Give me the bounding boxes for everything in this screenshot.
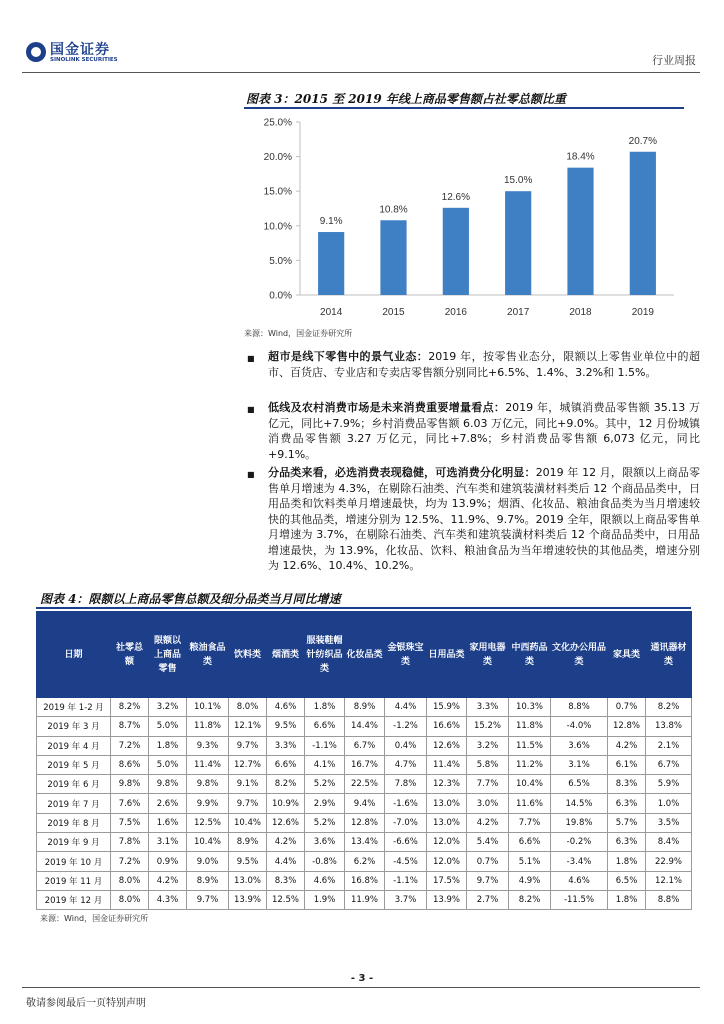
table-cell-date: 2019 年 3 月 <box>37 717 111 736</box>
table-cell-value: 12.0% <box>427 833 467 852</box>
table-cell-value: 5.2% <box>305 813 345 832</box>
table-cell-value: 4.7% <box>385 755 427 774</box>
data-label: 10.8% <box>379 204 408 216</box>
table-cell-value: 11.9% <box>345 890 385 909</box>
table-cell-date: 2019 年 1-2 月 <box>37 698 111 717</box>
table-header-cell: 烟酒类 <box>267 612 305 698</box>
table-cell-value: 6.6% <box>267 755 305 774</box>
table-cell-value: 12.7% <box>229 755 267 774</box>
table-cell-value: 13.0% <box>427 813 467 832</box>
table-row <box>37 833 692 852</box>
table-header-cell: 中西药品类 <box>509 612 551 698</box>
table-row <box>37 755 692 774</box>
table-cell-value: 7.8% <box>385 775 427 794</box>
figure4-underline <box>36 607 691 609</box>
data-label: 20.7% <box>628 135 658 147</box>
table-cell-value: 6.2% <box>345 852 385 871</box>
table-cell-value: 12.6% <box>267 813 305 832</box>
table-cell-value: 10.4% <box>229 813 267 832</box>
table-cell-value: 13.0% <box>427 794 467 813</box>
table-cell-value: 6.6% <box>305 717 345 736</box>
table-row <box>37 775 692 794</box>
table-cell-value: 10.9% <box>267 794 305 813</box>
table-cell-value: 4.2% <box>149 871 187 890</box>
table-cell-value: 12.1% <box>229 717 267 736</box>
table-cell-value: 7.8% <box>111 833 149 852</box>
bullet-1-text: 2019 年，按零售业态分，限额以上零售业单位中的超市、百货店、专业店和专卖店零售额分别同比+6.5%、1.4%、3.2%和 1.5%。 <box>268 350 700 379</box>
table-cell-value: 1.6% <box>149 813 187 832</box>
y-tick-label: 0.0% <box>269 290 292 302</box>
table-cell-value: 3.2% <box>467 736 509 755</box>
table-row <box>37 736 692 755</box>
table-cell-value: 8.6% <box>111 755 149 774</box>
table-cell-value: 9.1% <box>229 775 267 794</box>
report-type: 行业周报 <box>652 54 696 67</box>
table-header-cell: 金银珠宝类 <box>385 612 427 698</box>
bullet-paragraph-1 <box>268 349 700 380</box>
logo-cn-text: 国金证券 <box>50 42 110 58</box>
table-cell-value: 9.9% <box>187 794 229 813</box>
logo-en-text: SINOLINK SECURITIES <box>50 57 118 63</box>
table-cell-value: 8.2% <box>646 698 692 717</box>
table-cell-date: 2019 年 5 月 <box>37 755 111 774</box>
table-header-cell: 文化办公用品类 <box>551 612 608 698</box>
y-tick-label: 15.0% <box>263 186 292 198</box>
table-cell-value: 16.8% <box>345 871 385 890</box>
y-tick-label: 25.0% <box>263 117 292 129</box>
table-cell-value: 7.5% <box>111 813 149 832</box>
table-cell-value: 8.2% <box>111 698 149 717</box>
table-cell-value: 11.5% <box>509 736 551 755</box>
table-cell-value: 19.8% <box>551 813 608 832</box>
x-tick-label: 2015 <box>382 307 405 318</box>
table-cell-value: 22.9% <box>646 852 692 871</box>
page-number: - 3 - <box>350 973 374 984</box>
bullet-2-lead: 低线及农村消费市场是未来消费重要增量看点： <box>268 401 506 414</box>
company-logo <box>26 40 136 66</box>
table-cell-value: 3.2% <box>149 698 187 717</box>
table-cell-value: 4.2% <box>467 813 509 832</box>
footer-divider <box>22 987 700 988</box>
table-header-cell: 日用品类 <box>427 612 467 698</box>
table-cell-value: 3.6% <box>305 833 345 852</box>
table-cell-value: 3.1% <box>149 833 187 852</box>
table-cell-value: 1.8% <box>305 698 345 717</box>
table-cell-value: 13.9% <box>229 890 267 909</box>
table-cell-value: 9.8% <box>111 775 149 794</box>
table-cell-value: -0.2% <box>551 833 608 852</box>
table-cell-value: 7.2% <box>111 852 149 871</box>
table-row <box>37 871 692 890</box>
table-header-cell: 饮料类 <box>229 612 267 698</box>
table-cell-value: 6.7% <box>646 755 692 774</box>
table-cell-value: 9.7% <box>467 871 509 890</box>
table-cell-value: 4.2% <box>608 736 646 755</box>
table-cell-value: 14.4% <box>345 717 385 736</box>
y-axis-tick-labels <box>264 118 300 302</box>
table-cell-value: -1.1% <box>305 736 345 755</box>
table-cell-value: 9.5% <box>229 852 267 871</box>
table-cell-value: 16.6% <box>427 717 467 736</box>
table-cell-value: -0.8% <box>305 852 345 871</box>
x-tick-label: 2018 <box>569 307 592 318</box>
table-cell-value: 7.2% <box>111 736 149 755</box>
table-cell-date: 2019 年 12 月 <box>37 890 111 909</box>
table-header-cell: 通讯器材类 <box>646 612 692 698</box>
table-cell-value: 12.5% <box>267 890 305 909</box>
table-cell-value: 1.8% <box>149 736 187 755</box>
figure3-source: 来源：Wind，国金证券研究所 <box>244 329 353 338</box>
table-header-cell: 粮油食品类 <box>187 612 229 698</box>
table-cell-value: 10.1% <box>187 698 229 717</box>
table-cell-value: 3.3% <box>467 698 509 717</box>
table-cell-value: 7.7% <box>509 813 551 832</box>
x-tick-label: 2019 <box>631 307 654 318</box>
table-cell-value: 11.8% <box>509 717 551 736</box>
table-cell-value: 1.0% <box>646 794 692 813</box>
table-cell-date: 2019 年 10 月 <box>37 852 111 871</box>
table-cell-value: 6.6% <box>509 833 551 852</box>
bullet-paragraph-2 <box>268 400 700 462</box>
table-cell-value: 7.7% <box>467 775 509 794</box>
table-cell-value: 9.5% <box>267 717 305 736</box>
table-row <box>37 698 692 717</box>
table-cell-value: 11.4% <box>187 755 229 774</box>
bullet-1-lead: 超市是线下零售中的景气业态： <box>268 350 429 363</box>
table-cell-value: 8.2% <box>509 890 551 909</box>
y-tick-label: 5.0% <box>269 255 292 267</box>
table-cell-value: 1.8% <box>608 890 646 909</box>
table-cell-value: 9.7% <box>187 890 229 909</box>
bar <box>630 152 656 295</box>
table-cell-value: 22.5% <box>345 775 385 794</box>
table-header-date: 日期 <box>37 612 111 698</box>
table-cell-date: 2019 年 11 月 <box>37 871 111 890</box>
table-cell-value: 5.2% <box>305 775 345 794</box>
bar <box>380 220 406 295</box>
table-cell-date: 2019 年 4 月 <box>37 736 111 755</box>
table-cell-value: 3.3% <box>267 736 305 755</box>
data-label: 9.1% <box>319 216 343 228</box>
figure3-title: 图表 3：2015 至 2019 年线上商品零售额占社零总额比重 <box>246 92 566 106</box>
table-cell-value: 4.6% <box>305 871 345 890</box>
table-row <box>37 813 692 832</box>
table-cell-value: 9.7% <box>229 736 267 755</box>
table-header-row <box>37 612 692 698</box>
data-label: 12.6% <box>441 191 471 203</box>
y-tick-label: 20.0% <box>263 152 292 164</box>
chart-data-labels <box>320 136 657 227</box>
x-tick-label: 2014 <box>320 307 343 318</box>
table-cell-value: 8.9% <box>187 871 229 890</box>
table-cell-value: -6.6% <box>385 833 427 852</box>
logo-icon <box>26 42 46 62</box>
bar <box>505 191 531 295</box>
table-cell-value: 11.2% <box>509 755 551 774</box>
table-cell-value: 5.0% <box>149 755 187 774</box>
table-cell-value: 5.4% <box>467 833 509 852</box>
table-cell-value: 4.4% <box>267 852 305 871</box>
table-cell-value: 9.0% <box>187 852 229 871</box>
table-cell-value: 17.5% <box>427 871 467 890</box>
table-row <box>37 852 692 871</box>
table-cell-value: 8.0% <box>111 890 149 909</box>
footer-disclaimer: 敬请参阅最后一页特别声明 <box>26 998 146 1009</box>
table-cell-value: -1.2% <box>385 717 427 736</box>
table-cell-value: 3.5% <box>646 813 692 832</box>
table-header-cell: 家用电器类 <box>467 612 509 698</box>
table-cell-value: 12.0% <box>427 852 467 871</box>
table-cell-value: 4.1% <box>305 755 345 774</box>
bullet-icon: ■ <box>247 354 255 363</box>
table-cell-value: 11.4% <box>427 755 467 774</box>
table-cell-value: 11.6% <box>509 794 551 813</box>
table-cell-value: 0.7% <box>467 852 509 871</box>
table-cell-value: 9.7% <box>229 794 267 813</box>
table-cell-value: 10.3% <box>509 698 551 717</box>
x-axis-tick-labels <box>320 307 654 318</box>
table-cell-value: 2.1% <box>646 736 692 755</box>
table-cell-value: 10.4% <box>187 833 229 852</box>
table-cell-value: 4.3% <box>149 890 187 909</box>
table-cell-value: 12.5% <box>187 813 229 832</box>
table-cell-value: 0.9% <box>149 852 187 871</box>
y-tick-label: 10.0% <box>263 221 292 233</box>
table-cell-value: 5.7% <box>608 813 646 832</box>
table-cell-value: 9.8% <box>149 775 187 794</box>
table-cell-value: 2.6% <box>149 794 187 813</box>
table-cell-value: 8.4% <box>646 833 692 852</box>
table-cell-value: 8.7% <box>111 717 149 736</box>
table-cell-value: 5.0% <box>149 717 187 736</box>
figure3-chart <box>244 110 684 325</box>
table-cell-value: 11.8% <box>187 717 229 736</box>
table-cell-value: 8.2% <box>267 775 305 794</box>
table-cell-value: 8.0% <box>229 698 267 717</box>
table-header-cell: 家具类 <box>608 612 646 698</box>
table-cell-value: 8.9% <box>229 833 267 852</box>
table-header-cell: 化妆品类 <box>345 612 385 698</box>
table-cell-date: 2019 年 8 月 <box>37 813 111 832</box>
table-cell-value: 4.6% <box>551 871 608 890</box>
table-cell-value: 12.8% <box>608 717 646 736</box>
table-cell-value: 6.5% <box>608 871 646 890</box>
table-cell-value: 8.8% <box>646 890 692 909</box>
table-cell-value: 5.8% <box>467 755 509 774</box>
table-cell-value: 4.9% <box>509 871 551 890</box>
table-cell-value: -3.4% <box>551 852 608 871</box>
table-cell-value: 4.2% <box>267 833 305 852</box>
figure4-table <box>36 611 692 910</box>
table-cell-value: 1.8% <box>608 852 646 871</box>
table-cell-value: 4.6% <box>267 698 305 717</box>
header-divider <box>22 72 700 73</box>
table-cell-value: 6.1% <box>608 755 646 774</box>
table-cell-value: 8.8% <box>551 698 608 717</box>
table-row <box>37 890 692 909</box>
table-cell-value: 5.1% <box>509 852 551 871</box>
figure3-underline <box>244 107 684 109</box>
table-cell-value: -1.1% <box>385 871 427 890</box>
table-cell-value: -1.6% <box>385 794 427 813</box>
table-cell-value: 6.7% <box>345 736 385 755</box>
table-cell-value: 16.7% <box>345 755 385 774</box>
table-cell-value: 10.4% <box>509 775 551 794</box>
table-cell-value: 8.0% <box>111 871 149 890</box>
table-cell-value: 4.4% <box>385 698 427 717</box>
bar <box>443 208 469 295</box>
bullet-icon: ■ <box>247 405 255 414</box>
table-cell-value: 13.4% <box>345 833 385 852</box>
table-cell-value: 12.1% <box>646 871 692 890</box>
table-row <box>37 794 692 813</box>
table-header-cell: 社零总额 <box>111 612 149 698</box>
table-cell-value: 2.9% <box>305 794 345 813</box>
data-label: 18.4% <box>566 151 595 163</box>
table-cell-value: 3.7% <box>385 890 427 909</box>
table-cell-value: 13.0% <box>229 871 267 890</box>
figure4-title: 图表 4：限额以上商品零售总额及细分品类当月同比增速 <box>40 592 341 606</box>
bullet-paragraph-3 <box>268 465 700 574</box>
table-cell-value: 12.3% <box>427 775 467 794</box>
bar <box>318 232 344 295</box>
bullet-icon: ■ <box>247 470 255 479</box>
table-cell-value: 9.3% <box>187 736 229 755</box>
table-cell-value: 6.5% <box>551 775 608 794</box>
table-cell-value: 9.4% <box>345 794 385 813</box>
figure4-source: 来源：Wind，国金证券研究所 <box>40 914 149 923</box>
table-header-cell: 限额以上商品零售 <box>149 612 187 698</box>
table-header-cell: 服装鞋帽针纺织品类 <box>305 612 345 698</box>
table-cell-value: 5.9% <box>646 775 692 794</box>
table-cell-value: 9.8% <box>187 775 229 794</box>
table-cell-value: 0.7% <box>608 698 646 717</box>
bullet-3-lead: 分品类来看，必选消费表现稳健，可选消费分化明显： <box>268 466 536 479</box>
table-cell-value: 3.0% <box>467 794 509 813</box>
table-cell-value: -11.5% <box>551 890 608 909</box>
table-cell-value: 15.9% <box>427 698 467 717</box>
table-cell-value: 12.8% <box>345 813 385 832</box>
table-body <box>37 698 692 910</box>
table-cell-value: 0.4% <box>385 736 427 755</box>
table-cell-value: -4.0% <box>551 717 608 736</box>
bar <box>567 168 593 295</box>
bullet-2-text: 2019 年，城镇消费品零售额 35.13 万亿元，同比+7.9%；乡村消费品零售额 6.03 万亿元，同比+9.0%。其中，12 月份城镇消费品零售额 3.27 万亿元，同比+7.8%；乡村消费品零售额 6,073 亿元，同比+9.1%。 <box>268 401 700 461</box>
bullet-3-text: 2019 年 12 月，限额以上商品零售单月增速为 4.3%，在剔除石油类、汽车类和建筑装潢材料类后 12 个商品品类中，日用品类和饮料类单月增速最快，均为 13.9%；烟酒、化妆品、粮油食品类为当月增速较快的其他品类，增速分别为 12.5%、11.9%、9.7%。2019 全年，限额以上商品零售单月增速为 3.7%，在剔除石油类、汽车类和建筑装潢材料类后 12 个商品品类中，日用品增速最快，为 13.9%，化妆品、饮料、粮油食品为当年增速较快的其他品类，增速分别为 12.6%、10.4%、10.2%。 <box>268 466 701 572</box>
table-cell-date: 2019 年 9 月 <box>37 833 111 852</box>
table-cell-value: 12.6% <box>427 736 467 755</box>
table-cell-value: 13.8% <box>646 717 692 736</box>
table-cell-value: 8.3% <box>267 871 305 890</box>
data-label: 15.0% <box>503 175 533 187</box>
table-cell-value: 13.9% <box>427 890 467 909</box>
table-cell-value: 7.6% <box>111 794 149 813</box>
table-row <box>37 717 692 736</box>
table-cell-date: 2019 年 7 月 <box>37 794 111 813</box>
table-cell-value: 3.6% <box>551 736 608 755</box>
table-cell-value: 14.5% <box>551 794 608 813</box>
table-cell-value: -4.5% <box>385 852 427 871</box>
table-cell-value: 3.1% <box>551 755 608 774</box>
table-cell-value: 6.3% <box>608 794 646 813</box>
table-cell-value: 8.3% <box>608 775 646 794</box>
table-cell-value: -7.0% <box>385 813 427 832</box>
x-tick-label: 2017 <box>507 307 530 318</box>
table-cell-value: 8.9% <box>345 698 385 717</box>
table-cell-value: 2.7% <box>467 890 509 909</box>
x-tick-label: 2016 <box>444 307 467 318</box>
table-cell-value: 15.2% <box>467 717 509 736</box>
table-cell-value: 1.9% <box>305 890 345 909</box>
chart-bars <box>318 152 656 295</box>
table-cell-value: 6.3% <box>608 833 646 852</box>
table-cell-date: 2019 年 6 月 <box>37 775 111 794</box>
